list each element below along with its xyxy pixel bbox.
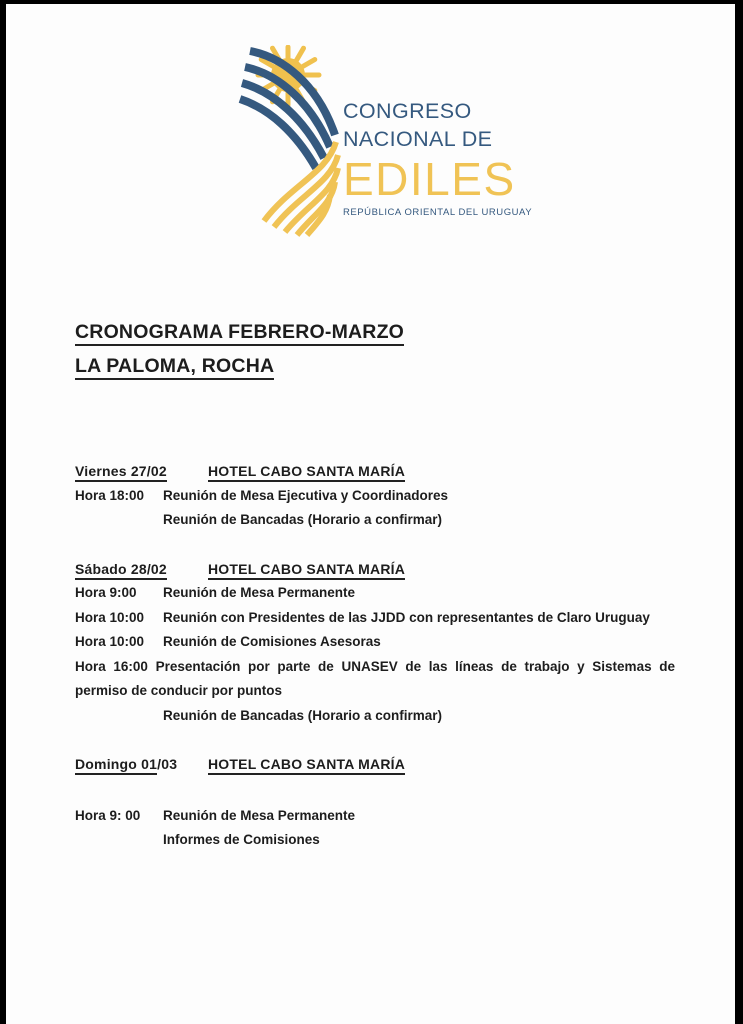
logo-org-name: EDILES bbox=[343, 153, 516, 205]
schedule-body bbox=[75, 459, 675, 853]
venue-label: HOTEL CABO SANTA MARÍA bbox=[208, 463, 405, 482]
document-title bbox=[75, 321, 404, 389]
event-time: Hora 18:00 bbox=[75, 487, 145, 503]
logo-org-line1: CONGRESO bbox=[343, 99, 472, 123]
event-description: Reunión con Presidentes de las JJDD con representantes de Claro Uruguay bbox=[163, 609, 650, 625]
logo-sun-waves-icon bbox=[237, 45, 349, 237]
schedule-section bbox=[75, 459, 675, 533]
section-heading bbox=[75, 557, 675, 582]
event-description: Reunión de Bancadas (Horario a confirmar) bbox=[163, 512, 443, 527]
event-description-continued: permiso de conducir por puntos bbox=[75, 683, 283, 698]
document-page bbox=[6, 4, 735, 1024]
event-row bbox=[75, 508, 675, 533]
yellow-waves-icon bbox=[264, 142, 338, 235]
event-row bbox=[75, 484, 675, 509]
title-text-2: LA PALOMA, ROCHA bbox=[75, 355, 274, 380]
event-time bbox=[75, 704, 163, 729]
schedule-section bbox=[75, 752, 675, 853]
schedule-section bbox=[75, 557, 675, 729]
venue-label: HOTEL CABO SANTA MARÍA bbox=[208, 756, 405, 775]
event-description: Informes de Comisiones bbox=[163, 832, 320, 847]
event-description: Reunión de Mesa Permanente bbox=[163, 807, 356, 823]
logo bbox=[237, 45, 532, 237]
event-row bbox=[75, 606, 675, 631]
event-row bbox=[75, 704, 675, 729]
section-heading bbox=[75, 459, 675, 484]
section-heading bbox=[75, 752, 675, 777]
event-time: Hora 9: 00 bbox=[75, 807, 141, 823]
event-row bbox=[75, 630, 675, 655]
event-row bbox=[75, 581, 675, 606]
section-rows bbox=[75, 804, 675, 853]
event-row bbox=[75, 828, 675, 853]
event-row bbox=[75, 804, 675, 829]
blue-waves-icon bbox=[240, 51, 335, 168]
title-line-1 bbox=[75, 321, 404, 344]
event-time: Hora 16:00 bbox=[75, 658, 148, 674]
day-label: Sábado 28/02 bbox=[75, 557, 208, 582]
section-rows bbox=[75, 484, 675, 533]
title-text-1: CRONOGRAMA FEBRERO-MARZO bbox=[75, 321, 404, 346]
event-row-justified: Hora 16:00 Presentación por parte de UNASEV de las líneas de trabajo y Sistemas de bbox=[75, 658, 675, 674]
event-description: Reunión de Mesa Ejecutiva y Coordinadores bbox=[163, 487, 449, 503]
event-time: Hora 10:00 bbox=[75, 609, 145, 625]
logo-org-line2: NACIONAL DE bbox=[343, 127, 493, 151]
logo-text bbox=[343, 45, 532, 218]
event-time: Hora 9:00 bbox=[75, 585, 137, 600]
event-description: Reunión de Bancadas (Horario a confirmar) bbox=[163, 707, 443, 723]
event-description: Reunión de Mesa Permanente bbox=[163, 585, 356, 600]
event-time: Hora 10:00 bbox=[75, 634, 145, 649]
event-time bbox=[75, 828, 163, 853]
event-description: Reunión de Comisiones Asesoras bbox=[163, 634, 381, 649]
logo-tagline: REPÚBLICA ORIENTAL DEL URUGUAY bbox=[343, 207, 533, 218]
venue-label: HOTEL CABO SANTA MARÍA bbox=[208, 561, 405, 580]
section-rows bbox=[75, 581, 675, 728]
title-line-2 bbox=[75, 355, 404, 378]
event-time bbox=[75, 508, 163, 533]
day-label: Viernes 27/02 bbox=[75, 459, 208, 484]
day-label: Domingo 01/03 bbox=[75, 752, 208, 777]
